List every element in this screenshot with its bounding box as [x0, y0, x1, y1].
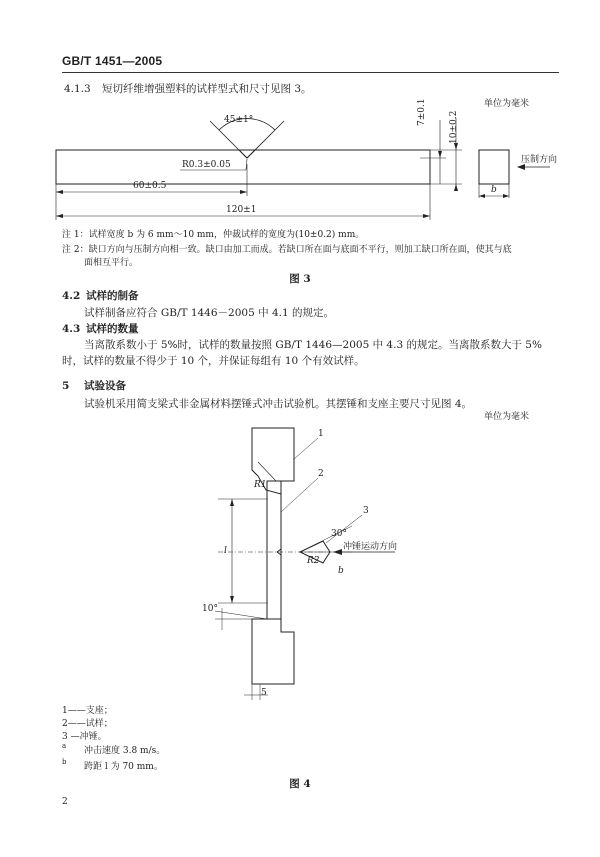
section-4-1-3-number: 4.1.3 — [64, 83, 91, 95]
section-4-3-line-2: 时，试样的数量不得少于 10 个，并保证每组有 10 个有效试样。 — [62, 355, 365, 367]
fig4-footnote-mark-b: b — [338, 566, 344, 576]
fig3-unit: 单位为毫米 — [484, 99, 530, 109]
section-4-3-line-1: 当离散系数小于 5%时，试样的数量按照 GB/T 1446—2005 中 4.3 的规定。当离散系数大于 5% — [84, 339, 542, 351]
fig3-press-direction-label: 压制方向 — [521, 155, 558, 165]
fig3-note-1: 注 1：试样宽度 b 为 6 mm～10 mm，仲裁试样的宽度为(10±0.2) mm。 — [62, 230, 365, 240]
fig4-legend-3: 3 —冲锤。 — [62, 732, 107, 742]
fig3-b-label: b — [491, 185, 497, 195]
fig4-callout-3: 3 — [363, 506, 369, 516]
fig3-h10-label: 10±0.2 — [449, 110, 459, 144]
fig4-callout-1: 1 — [318, 429, 324, 439]
fig3-radius-label: R0.3±0.05 — [182, 160, 231, 170]
section-5-text: 试验机采用简支梁式非金属材料摆锤式冲击试验机。其摆锤和支座主要尺寸见图 4。 — [84, 398, 473, 410]
fig4-span-label: l — [224, 546, 227, 556]
section-5-number: 5 — [62, 380, 70, 392]
fig4-caption: 图 4 — [289, 778, 311, 790]
fig4-footnote-a: 冲击速度 3.8 m/s。 — [84, 746, 166, 756]
fig4-legend-2: 2——试样； — [62, 719, 113, 729]
fig4-footnote-b: 跨距 l 为 70 mm。 — [84, 762, 163, 772]
section-4-2-title: 试样的制备 — [86, 290, 139, 302]
section-5-title: 试验设备 — [84, 380, 126, 392]
fig4-footnote-b-mark: b — [62, 758, 67, 766]
fig4-angle10-label: 10° — [202, 604, 218, 614]
fig4-r2-label: R2 — [307, 556, 320, 566]
section-4-1-3-text: 短切纤维增强塑料的试样型式和尺寸见图 3。 — [102, 83, 312, 95]
section-4-2-number: 4.2 — [62, 290, 81, 302]
fig4-r1-label: R1 — [254, 480, 267, 490]
fig4-callout-2: 2 — [318, 469, 324, 479]
section-4-3-number: 4.3 — [62, 323, 81, 335]
fig3-len120-label: 120±1 — [226, 205, 257, 215]
fig3-h7-label: 7±0.1 — [417, 98, 427, 126]
fig3-angle-label: 45±1° — [224, 115, 254, 125]
page-number: 2 — [62, 797, 68, 807]
fig4-angle30-label: 30° — [331, 529, 347, 539]
standard-header: GB/T 1451—2005 — [62, 54, 163, 68]
fig4-motion-label: 冲锤运动方向 — [343, 542, 398, 552]
section-4-3-title: 试样的数量 — [86, 323, 139, 335]
fig4-footnote-a-mark: a — [62, 742, 67, 750]
fig3-note-2-line-2: 面相互平行。 — [84, 258, 139, 268]
fig4-unit: 单位为毫米 — [484, 412, 530, 422]
fig3-len60-label: 60±0.5 — [133, 181, 167, 191]
fig3-note-2-line-1: 注 2：缺口方向与压制方向相一致。缺口由加工而成。若缺口所在面与底面不平行，则加工缺口所在面，使其与底 — [62, 245, 512, 255]
section-4-2-text: 试样制备应符合 GB/T 1446－2005 中 4.1 的规定。 — [84, 307, 334, 319]
fig3-caption: 图 3 — [289, 273, 311, 285]
fig4-width-label: 5 — [261, 688, 267, 698]
fig4-legend-1: 1——支座； — [62, 706, 113, 716]
